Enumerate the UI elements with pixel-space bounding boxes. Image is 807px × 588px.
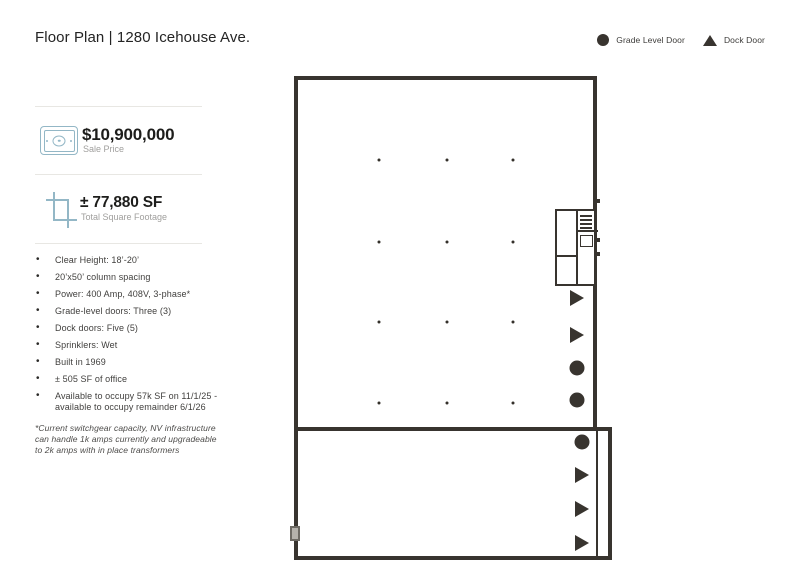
legend-dock-label: Dock Door — [723, 35, 765, 45]
square-footage-value: ± 77,880 SF — [80, 194, 163, 211]
side-door-icon — [290, 526, 300, 541]
grade-level-door-icon — [575, 435, 590, 450]
feature-item: • Power: 400 Amp, 408V, 3-phase* — [35, 289, 230, 300]
stairs-icon — [580, 215, 592, 231]
feature-item: • Grade-level doors: Three (3) — [35, 306, 230, 317]
office-wall — [576, 211, 578, 284]
feature-item: • 20’x50’ column spacing — [35, 272, 230, 283]
page-title: Floor Plan | 1280 Icehouse Ave. — [35, 29, 251, 46]
grade-level-door-icon — [570, 361, 585, 376]
wall-tick — [595, 238, 600, 242]
footnote: *Current switchgear capacity, NV infrastructure can handle 1k amps currently and upgradeable to 2k amps with in place transformers — [35, 423, 217, 455]
office-wall — [557, 255, 576, 257]
dock-door-icon — [570, 327, 584, 343]
office-closet — [580, 235, 593, 247]
column-dot — [446, 402, 449, 405]
column-dot — [512, 241, 515, 244]
feature-item: • Available to occupy 57k SF on 11/1/25 - available to occupy remainder 6/1/26 — [35, 391, 230, 413]
column-dot — [378, 241, 381, 244]
column-dot — [512, 402, 515, 405]
wall-tick — [595, 252, 600, 256]
column-dot — [378, 321, 381, 324]
interior-wall-line — [596, 431, 598, 556]
square-footage-label: Total Square Footage — [81, 212, 168, 222]
warehouse-lower-outline — [294, 427, 612, 560]
legend-grade-label: Grade Level Door — [616, 35, 685, 45]
dock-door-icon — [575, 467, 589, 483]
column-dot — [512, 159, 515, 162]
feature-item: • Dock doors: Five (5) — [35, 323, 230, 334]
column-dot — [512, 321, 515, 324]
feature-item: • ± 505 SF of office — [35, 374, 230, 385]
dock-door-icon — [575, 501, 589, 517]
feature-item: • Sprinklers: Wet — [35, 340, 230, 351]
office-block — [555, 209, 596, 286]
dock-door-icon — [575, 535, 589, 551]
column-dot — [446, 321, 449, 324]
sale-price-label: Sale Price — [83, 144, 125, 154]
column-dot — [446, 241, 449, 244]
dock-door-icon — [570, 290, 584, 306]
column-dot — [446, 159, 449, 162]
sale-price-value: $10,900,000 — [82, 125, 175, 144]
wall-tick — [595, 199, 600, 203]
feature-item: • Built in 1969 — [35, 357, 230, 368]
column-dot — [378, 159, 381, 162]
grade-level-door-icon — [570, 393, 585, 408]
column-dot — [378, 402, 381, 405]
warehouse-upper-outline — [294, 76, 597, 431]
feature-item: • Clear Height: 18’-20’ — [35, 255, 230, 266]
